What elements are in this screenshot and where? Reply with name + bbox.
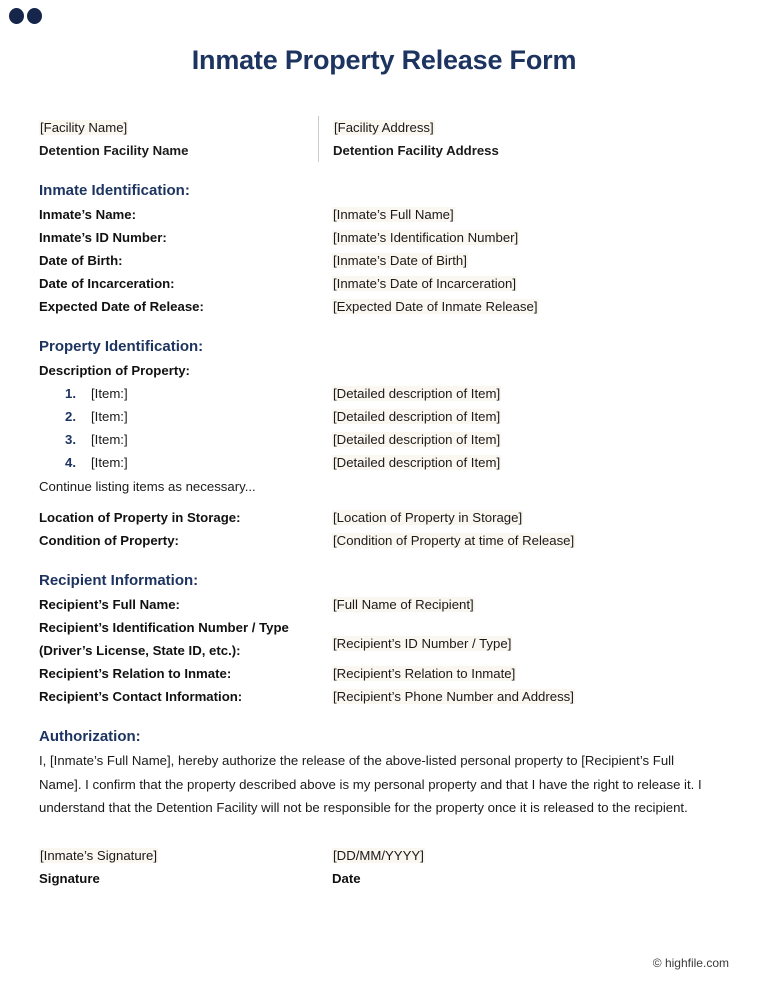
field-value: [Inmate’s Full Name] — [333, 207, 454, 222]
field-value: [Full Name of Recipient] — [333, 597, 474, 612]
authorization-paragraph: I, [Inmate’s Full Name], hereby authorize the release of the above-listed personal property to [Recipient’s Full Name]. I confirm that the property described above is my personal property and that I have the right to release it. I understand that the Detention Facility will not be responsible for the property once it is released to the recipient. — [39, 753, 702, 815]
field-label: Inmate’s Name: — [39, 207, 136, 222]
field-row-expected-date-of-release — [39, 295, 729, 318]
field-value: [Location of Property in Storage] — [333, 510, 523, 525]
section-heading-inmate-identification: Inmate Identification: — [39, 182, 190, 199]
field-row-inmate-id-number — [39, 226, 729, 249]
property-item-row — [39, 382, 729, 405]
field-value: [Inmate’s Date of Incarceration] — [333, 276, 517, 291]
section-heading-recipient-information: Recipient Information: — [39, 572, 199, 589]
property-item-description: [Detailed description of Item] — [333, 432, 501, 447]
field-label — [39, 616, 332, 662]
property-item-description: [Detailed description of Item] — [333, 386, 501, 401]
property-item-description: [Detailed description of Item] — [333, 455, 501, 470]
section-heading-authorization: Authorization: — [39, 728, 141, 745]
property-item-row — [39, 405, 729, 428]
date-placeholder: [DD/MM/YYYY] — [333, 847, 424, 863]
field-value: [Recipient’s Phone Number and Address] — [333, 689, 574, 704]
field-row-recipient-contact — [39, 685, 729, 708]
field-row-location-of-property — [39, 506, 729, 529]
field-value: [Recipient’s ID Number / Type] — [333, 636, 512, 651]
field-row-inmate-name — [39, 203, 729, 226]
field-value: [Inmate’s Date of Birth] — [333, 253, 467, 268]
field-label: Date of Birth: — [39, 253, 123, 268]
facility-address-placeholder: [Facility Address] — [334, 120, 434, 135]
page-title: Inmate Property Release Form — [191, 45, 577, 75]
field-label: Recipient’s Full Name: — [39, 597, 180, 612]
field-row-condition-of-property — [39, 529, 729, 552]
signature-placeholder-row — [39, 844, 729, 867]
field-value: [Expected Date of Inmate Release] — [333, 299, 538, 314]
field-label: Date of Incarceration: — [39, 276, 175, 291]
property-item-number: 4. — [65, 455, 76, 470]
property-item-row — [39, 451, 729, 474]
field-label-line-2: (Driver’s License, State ID, etc.): — [39, 643, 241, 658]
footer-copyright: © highfile.com — [652, 956, 729, 970]
facility-header-block — [39, 116, 729, 162]
field-label: Recipient’s Contact Information: — [39, 689, 243, 704]
field-value: [Recipient’s Relation to Inmate] — [333, 666, 516, 681]
signature-label-row — [39, 867, 729, 890]
property-item-label: [Item:] — [91, 386, 128, 401]
field-row-date-of-birth — [39, 249, 729, 272]
facility-address-column — [318, 116, 729, 162]
section-heading-property-identification: Property Identification: — [39, 338, 204, 355]
field-row-recipient-full-name — [39, 593, 729, 616]
field-label: Expected Date of Release: — [39, 299, 204, 314]
field-label: Condition of Property: — [39, 533, 179, 548]
property-item-number: 3. — [65, 432, 76, 447]
signature-label: Signature — [39, 870, 100, 886]
signature-block — [39, 844, 729, 890]
field-value: [Condition of Property at time of Release] — [333, 533, 575, 548]
field-label: Location of Property in Storage: — [39, 510, 241, 525]
field-label: Recipient’s Relation to Inmate: — [39, 666, 232, 681]
inmate-signature-placeholder: [Inmate’s Signature] — [40, 847, 158, 863]
field-value: [Inmate’s Identification Number] — [333, 230, 519, 245]
property-item-number: 1. — [65, 386, 76, 401]
property-item-number: 2. — [65, 409, 76, 424]
property-item-row — [39, 428, 729, 451]
date-label: Date — [332, 870, 361, 886]
field-row-date-of-incarceration — [39, 272, 729, 295]
field-row-recipient-id-number — [39, 616, 729, 662]
facility-name-placeholder: [Facility Name] — [40, 120, 128, 135]
property-item-label: [Item:] — [91, 455, 128, 470]
field-label: Inmate’s ID Number: — [39, 230, 167, 245]
facility-address-label: Detention Facility Address — [333, 143, 499, 158]
field-row-recipient-relation — [39, 662, 729, 685]
property-item-label: [Item:] — [91, 432, 128, 447]
field-label-line-1: Recipient’s Identification Number / Type — [39, 620, 289, 635]
property-item-label: [Item:] — [91, 409, 128, 424]
facility-name-label: Detention Facility Name — [39, 143, 189, 158]
continue-listing-note: Continue listing items as necessary... — [39, 479, 256, 494]
facility-name-column — [39, 116, 332, 162]
property-item-description: [Detailed description of Item] — [333, 409, 501, 424]
description-of-property-label: Description of Property: — [39, 363, 190, 378]
